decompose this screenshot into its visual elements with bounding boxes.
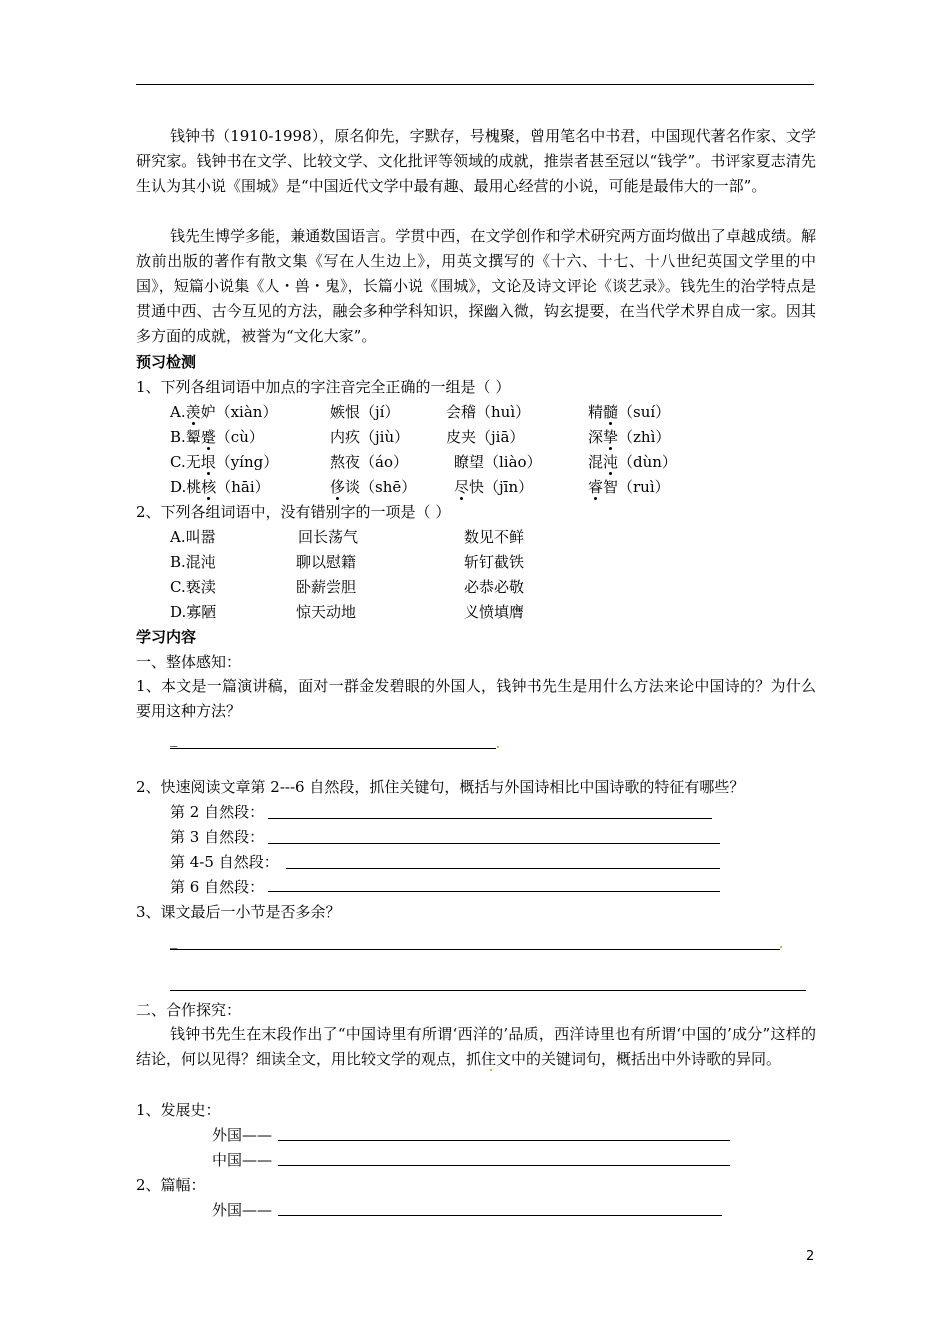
preview-heading: 预习检测 [136, 353, 197, 371]
answer-line[interactable] [278, 1215, 722, 1216]
answer-line[interactable] [170, 949, 780, 950]
q1-option-a4: 精髓（suí） [588, 403, 671, 421]
emphasis-dot [603, 470, 618, 471]
q2-option-a3: 数见不鲜 [464, 528, 525, 546]
subtopic-2-title: 2、篇幅： [136, 1176, 206, 1194]
intro-paragraph-1: 钱钟书（1910-1998），原名仰先，字默存，号槐聚，曾用笔名中书君，中国现代著名作家、文学研究家。钱钟书在文学、比较文学、文化批评等领域的成就，推崇者甚至冠以“钱学”。书评家夏志清先生认为其小说《围城》是“中国近代文学中最有趣、最用心经营的小说，可能是最伟大的一部”。 [136, 127, 816, 195]
emphasis-dot [603, 445, 618, 446]
q1-option-d3: 尽快（jīn） [454, 478, 534, 496]
para-2-label: 第 2 自然段： [170, 803, 265, 821]
para-4-5-label: 第 4-5 自然段： [170, 853, 279, 871]
emphasis-dot [588, 495, 603, 496]
q2-option-b3: 斩钉截铁 [464, 553, 525, 571]
emphasis-dot [603, 420, 618, 421]
study-question-2: 2、快速阅读文章第 2---6 自然段，抓住关键句，概括与外国诗相比中国诗歌的特征有哪些？ [136, 778, 745, 796]
q2-option-d2: 惊天动地 [296, 603, 357, 621]
q2-option-c1: C.亵渎 [170, 578, 216, 596]
emphasis-dot [201, 445, 216, 446]
answer-mark: _ [170, 729, 178, 747]
q1-option-b3: 皮夹（jiā） [446, 428, 525, 446]
emphasis-dot [330, 495, 345, 496]
explore-paragraph: 钱钟书先生在末段作出了“中国诗里有所谓‘西洋的’品质，西洋诗里也有所谓‘中国的’成分”这样的结论，何以见得？细读全文，用比较文学的观点，抓住文中的关键词句，概括出中外诗歌的异同。 [136, 1025, 816, 1068]
china-label: 中国—— [212, 1151, 273, 1169]
emphasis-dot [201, 495, 216, 496]
q2-option-b1: B.混沌 [170, 553, 216, 571]
q2-option-b2: 聊以慰籍 [296, 553, 357, 571]
para-3-label: 第 3 自然段： [170, 828, 265, 846]
answer-line[interactable] [268, 818, 712, 819]
q2-option-a2: 回长荡气 [298, 528, 359, 546]
scan-speck [497, 746, 499, 748]
question-1: 1、下列各组词语中加点的字注音完全正确的一组是（ ） [136, 378, 511, 396]
q2-option-a1: A.叫嚣 [170, 528, 216, 546]
foreign-label: 外国—— [212, 1126, 273, 1144]
emphasis-dot [454, 495, 469, 496]
study-question-3: 3、课文最后一小节是否多余？ [136, 903, 341, 921]
q1-option-c3: 瞭望（liào） [454, 453, 542, 471]
answer-line[interactable] [278, 1165, 730, 1166]
q2-option-d3: 义愤填膺 [464, 603, 525, 621]
q2-option-c3: 必恭必敬 [464, 578, 525, 596]
study-heading: 学习内容 [136, 628, 197, 646]
intro-paragraph-2: 钱先生博学多能，兼通数国语言。学贯中西，在文学创作和学术研究两方面均做出了卓越成绩。解放前出版的著作有散文集《写在人生边上》，用英文撰写的《十六、十七、十八世纪英国文学里的中国》，短篇小说集《人・兽・鬼》，长篇小说《围城》，文论及诗文评论《谈艺录》。钱先生的治学特点是贯通中西、古今互见的方法，融会多种学科知识，探幽入微，钩玄提要，在当代学术界自成一家。因其多方面的成就，被誉为“文化大家”。 [136, 227, 816, 345]
q1-option-d1: D.桃核（hāi） [170, 478, 270, 496]
foreign-label: 外国—— [212, 1201, 273, 1219]
q1-option-d4: 睿智（ruì） [588, 478, 670, 496]
answer-line[interactable] [268, 891, 720, 892]
answer-line[interactable] [286, 868, 720, 869]
q1-option-a1: A.羡妒（xiàn） [170, 403, 278, 421]
part-2-title: 二、合作探究： [136, 1001, 242, 1019]
header-rule [136, 84, 814, 85]
answer-line[interactable] [268, 843, 720, 844]
answer-mark: _ [170, 931, 178, 949]
q1-option-a3: 会稽（huì） [446, 403, 531, 421]
q1-option-a2: 嫉恨（jí） [330, 403, 400, 421]
scan-speck [780, 946, 782, 948]
emphasis-dot [186, 420, 201, 421]
part-1-title: 一、整体感知： [136, 653, 242, 671]
subtopic-1-title: 1、发展史： [136, 1101, 221, 1119]
answer-line[interactable] [278, 1140, 730, 1141]
q2-option-c2: 卧薪尝胆 [296, 578, 357, 596]
q1-option-c1: C.无垠（yíng） [170, 453, 279, 471]
answer-line[interactable] [170, 990, 806, 991]
page-number: 2 [806, 1249, 815, 1264]
scan-speck [490, 1069, 492, 1071]
q1-option-b4: 深挚（zhì） [588, 428, 671, 446]
q1-option-b1: B.颦蹙（cù） [170, 428, 264, 446]
question-2: 2、下列各组词语中，没有错别字的一项是（ ） [136, 503, 451, 521]
answer-line[interactable] [170, 748, 496, 749]
q1-option-c2: 熬夜（áo） [330, 453, 408, 471]
para-6-label: 第 6 自然段： [170, 878, 265, 896]
study-question-1: 1、本文是一篇演讲稿，面对一群金发碧眼的外国人，钱钟书先生是用什么方法来论中国诗的？为什么要用这种方法？ [136, 677, 816, 720]
q1-option-d2: 侈谈（shē） [330, 478, 417, 496]
q2-option-d1: D.寡陋 [170, 603, 217, 621]
q1-option-b2: 内疚（jiù） [330, 428, 410, 446]
q1-option-c4: 混沌（dùn） [588, 453, 677, 471]
emphasis-dot [201, 470, 216, 471]
